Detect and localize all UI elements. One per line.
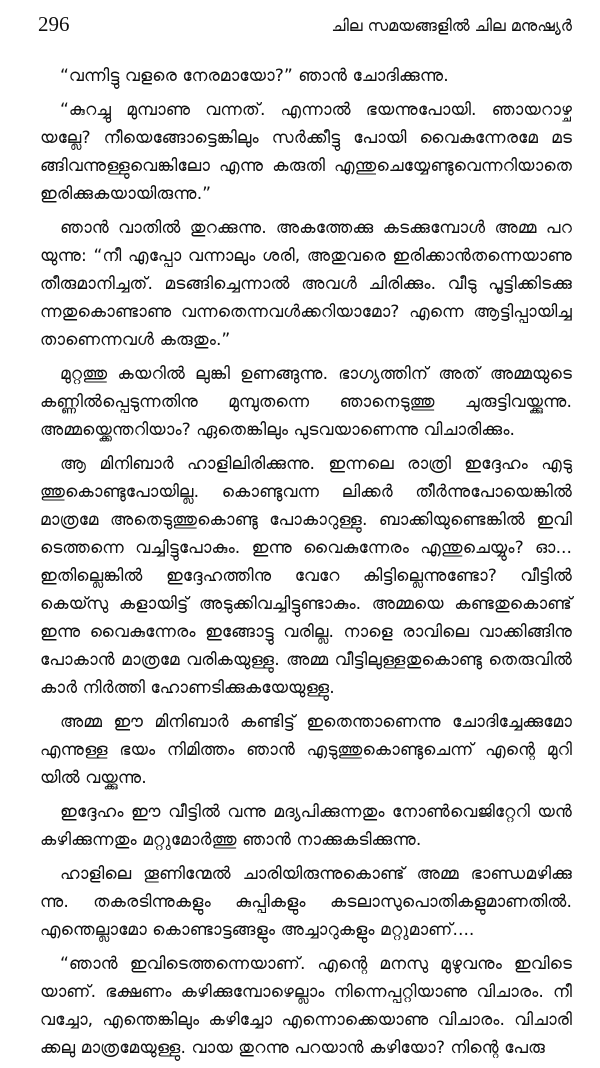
page-number: 296: [38, 12, 70, 36]
paragraph: ആ മിനിബാർ ഹാളിലിരിക്കുന്നു. ഇന്നലെ രാത്രി ഇദ്ദേഹം എടു ത്തുകൊണ്ടുപോയില്ല. കൊണ്ടുവന്ന ലിക്കർ തീർന്നുപോയെങ്കിൽ മാത്രമേ അതെടുത്തുകൊണ്ടു പോകാറുള്ളു. ബാക്കിയുണ്ടെങ്കിൽ ഇവി ടെത്തന്നെ വച്ചിട്ടുപോകും. ഇന്നു വൈകുന്നേരം എന്തുചെയ്യും? ഓ... ഇതില്ലെങ്കിൽ ഇദ്ദേഹത്തിനു വേറേ കിട്ടില്ലെന്നുണ്ടോ? വീട്ടിൽ കെയ്സു കളായിട്ട് അടുക്കിവച്ചിട്ടുണ്ടാകും. അമ്മയെ കണ്ടതുകൊണ്ട് ഇന്നു വൈകുന്നേരം ഇങ്ങോട്ടു വരില്ല. നാളെ രാവിലെ വാക്കിങ്ങിനു പോകാൻ മാത്രമേ വരികയുള്ളു. അമ്മ വീട്ടിലുള്ളതുകൊണ്ടു തെരുവിൽ കാർ നിർത്തി ഹോണടിക്കുകയേയുള്ളു.: [40, 454, 572, 698]
paragraph: ഞാൻ വാതിൽ തുറക്കുന്നു. അകത്തേക്കു കടക്കുമ്പോൾ അമ്മ പറ യുന്നു: “നീ എപ്പോ വന്നാലും ശരി, അതുവരെ ഇരിക്കാൻതന്നെയാണു തീരുമാനിച്ചത്. മടങ്ങിച്ചെന്നാൽ അവൾ ചിരിക്കും. വീടു പൂട്ടിക്കിടക്കു ന്നതുകൊണ്ടാണു വന്നതെന്നവൾക്കറിയാമോ? എന്നെ ആട്ടിപ്പായിച്ച താണെന്നവൾ കരുതും.”: [40, 218, 572, 350]
paragraph: “വന്നിട്ടു വളരെ നേരമായോ?” ഞാൻ ചോദിക്കുന്നു.: [60, 66, 449, 86]
paragraph: മുറ്റത്തു കയറിൽ ലുങ്കി ഉണങ്ങുന്നു. ഭാഗ്യത്തിന് അത് അമ്മയുടെ കണ്ണിൽപ്പെടുന്നതിനു മുമ്പുതന്നെ ഞാനെടുത്തു ചുരുട്ടിവയ്ക്കുന്നു. അമ്മയ്ക്കെന്തറിയാം? ഏതെങ്കിലും പുടവയാണെന്നു വിചാരിക്കും.: [40, 364, 572, 440]
paragraph: ഹാളിലെ തൂണിന്മേൽ ചാരിയിരുന്നുകൊണ്ട് അമ്മ ഭാണ്ഡമഴിക്കു ന്നു. തകരടിന്നുകളും കുപ്പികളും കടലാസുപൊതികളുമാണതിൽ. എന്തെല്ലാമോ കൊണ്ടാട്ടങ്ങളും അച്ചാറുകളും മറ്റുമാണ്....: [40, 864, 572, 940]
paragraph: ഇദ്ദേഹം ഈ വീട്ടിൽ വന്നു മദ്യപിക്കുന്നതും നോൺവെജിറ്റേറി യൻ കഴിക്കുന്നതും മറ്റുമോർത്തു ഞാൻ നാക്കുകടിക്കുന്നു.: [40, 802, 572, 850]
page-header: [38, 12, 572, 44]
paragraph: “കുറച്ചു മുമ്പാണു വന്നത്. എന്നാൽ ഭയന്നുപോയി. ഞായറാഴ്ച യല്ലേ? നീയെങ്ങോട്ടെങ്കിലും സർക്കീട്ടു പോയി വൈകുന്നേരമേ മട ങ്ങിവന്നുള്ളുവെങ്കിലോ എന്നു കരുതി എന്തുചെയ്യേണ്ടുവെന്നറിയാതെ ഇരിക്കുകയായിരുന്നു.”: [40, 100, 572, 204]
paragraph: അമ്മ ഈ മിനിബാർ കണ്ടിട്ട് ഇതെന്താണെന്നു ചോദിച്ചേക്കുമോ എന്നുള്ള ഭയം നിമിത്തം ഞാൻ എടുത്തുകൊണ്ടുചെന്ന് എന്റെ മുറി യിൽ വയ്ക്കുന്നു.: [40, 712, 572, 788]
running-title: ചില സമയങ്ങളിൽ ചില മനുഷ്യർ: [331, 16, 572, 35]
body-text: [40, 62, 572, 1068]
paragraph: “ഞാൻ ഇവിടെത്തന്നെയാണ്. എന്റെ മനസു മുഴുവനും ഇവിടെ യാണ്. ഭക്ഷണം കഴിക്കുമ്പോഴെല്ലാം നിന്നെപ്പറ്റിയാണു വിചാരം. നീ വച്ചോ, എന്തെങ്കിലും കഴിച്ചോ എന്നൊക്കെയാണു വിചാരം. വിചാരി ക്കലു മാത്രമേയുള്ളു. വായ തുറന്നു പറയാൻ കഴിയോ? നിന്റെ പേരു: [40, 954, 572, 1058]
